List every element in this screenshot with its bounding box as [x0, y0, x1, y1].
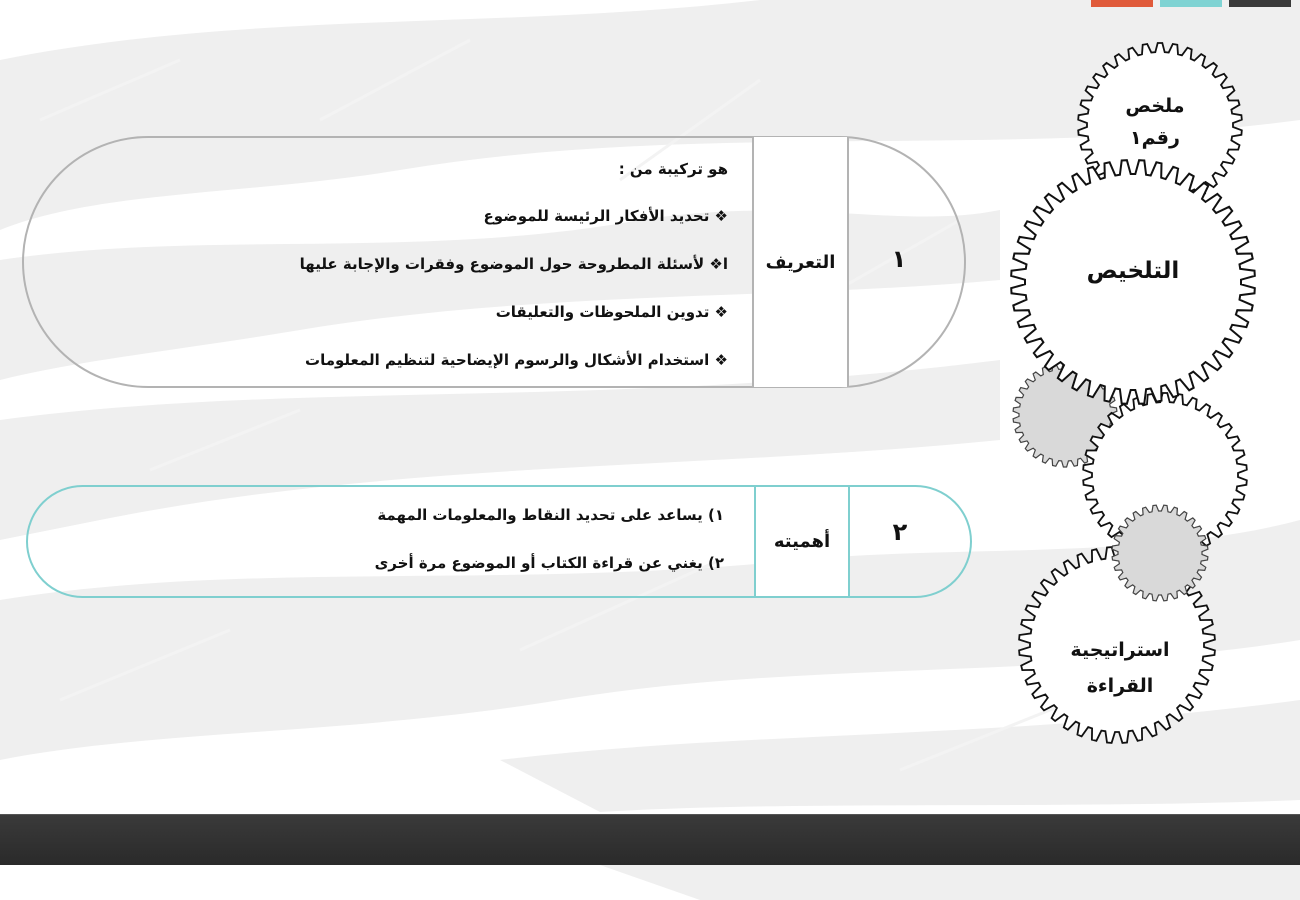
definition-line-4: ❖ تدوين الملحوظات والتعليقات [495, 303, 728, 321]
definition-label: التعريف [765, 251, 836, 273]
footer-bar [0, 814, 1300, 865]
importance-number: ٢ [892, 518, 908, 546]
definition-line-5: ❖ استخدام الأشكال والرسوم الإيضاحية لتنظيم المعلومات [305, 351, 728, 369]
gear-strategy-line1: استراتيجية [1070, 639, 1170, 661]
gear-strategy-line2: القراءة [1086, 675, 1154, 697]
definition-line-1: هو تركيبة من : [618, 160, 728, 178]
gear-shape [1112, 505, 1208, 601]
small-gray-gear-bottom-icon [1112, 505, 1208, 601]
gear-summary-line2: رقم١ [1130, 127, 1180, 149]
definition-line-3: ا❖ لأسئلة المطروحة حول الموضوع وفقرات والإجابة عليها [299, 255, 728, 273]
gear-summary-label [1095, 90, 1215, 154]
importance-line-1: ١) يساعد على تحديد النقاط والمعلومات المهمة [377, 506, 724, 524]
gear-main-label: التلخيص [1086, 258, 1180, 284]
gear-summary-line1: ملخص [1125, 95, 1185, 117]
importance-label: أهميته [773, 531, 831, 552]
importance-line-2: ٢) يغني عن قراءة الكتاب أو الموضوع مرة أخرى [374, 554, 724, 572]
importance-label-cell [754, 487, 850, 596]
definition-label-cell [752, 137, 849, 387]
definition-line-2: ❖ تحديد الأفكار الرئيسة للموضوع [483, 207, 728, 225]
gear-strategy-label [1045, 632, 1195, 704]
definition-number: ١ [891, 245, 907, 273]
